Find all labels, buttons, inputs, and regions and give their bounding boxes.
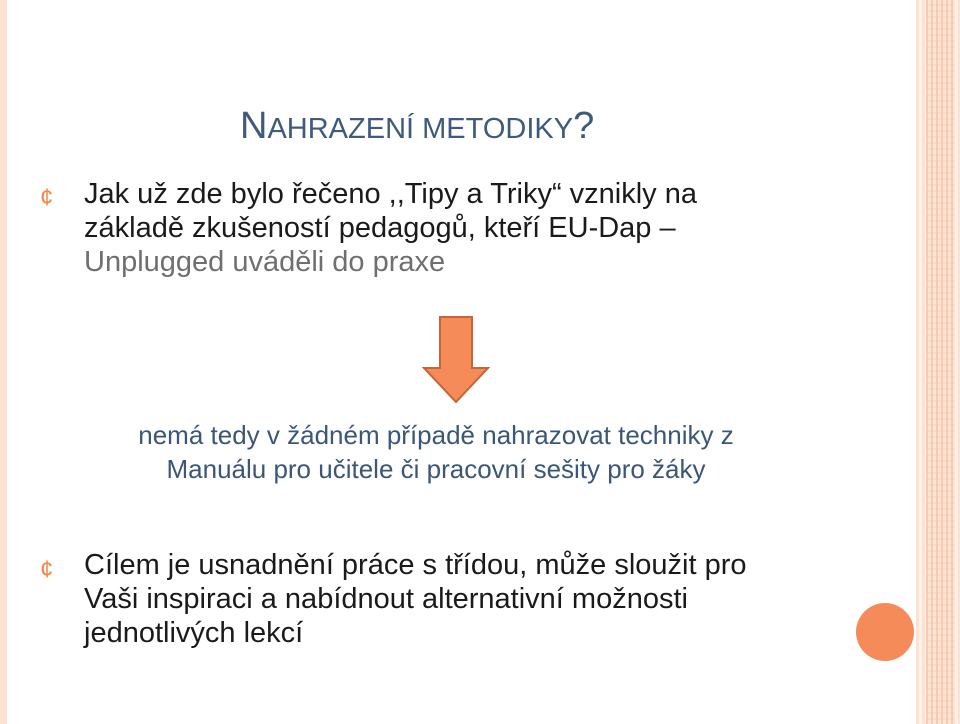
bullet-marker-2: ¢ (40, 556, 54, 583)
down-arrow-icon (422, 316, 490, 404)
bullet-paragraph-2 (84, 548, 747, 650)
bullet-marker-1: ¢ (40, 184, 54, 211)
bullet-1-line-2: základě zkušeností pedagogů, kteří EU-Dap – (84, 212, 676, 244)
note-line-2: Manuálu pro učitele či pracovní sešity pro žáky (166, 454, 706, 484)
slide-title (240, 103, 594, 152)
bullet-2-line-1: Cílem je usnadnění práce s třídou, může sloužit pro (84, 549, 747, 581)
note-line-1: nemá tedy v žádném případě nahrazovat techniky z (138, 420, 734, 450)
title-rest: AHRAZENÍ METODIKY (267, 113, 574, 145)
conclusion-note (66, 418, 806, 486)
bullet-1-line-1: Jak už zde bylo řečeno ,,Tipy a Triky“ vznikly na (84, 178, 697, 210)
title-first-letter: N (240, 105, 268, 147)
bullet-1-line-3: Unplugged uváděli do praxe (84, 246, 446, 278)
right-decorative-pattern (926, 0, 954, 724)
title-question-mark: ? (573, 105, 595, 147)
bullet-2-line-2: Vaši inspiraci a nabídnout alternativní možnosti (84, 583, 688, 615)
bullet-2-line-3: jednotlivých lekcí (84, 617, 304, 649)
left-decorative-stripe (0, 0, 7, 724)
bullet-paragraph-1 (84, 177, 697, 279)
decorative-circle-icon (856, 603, 914, 661)
